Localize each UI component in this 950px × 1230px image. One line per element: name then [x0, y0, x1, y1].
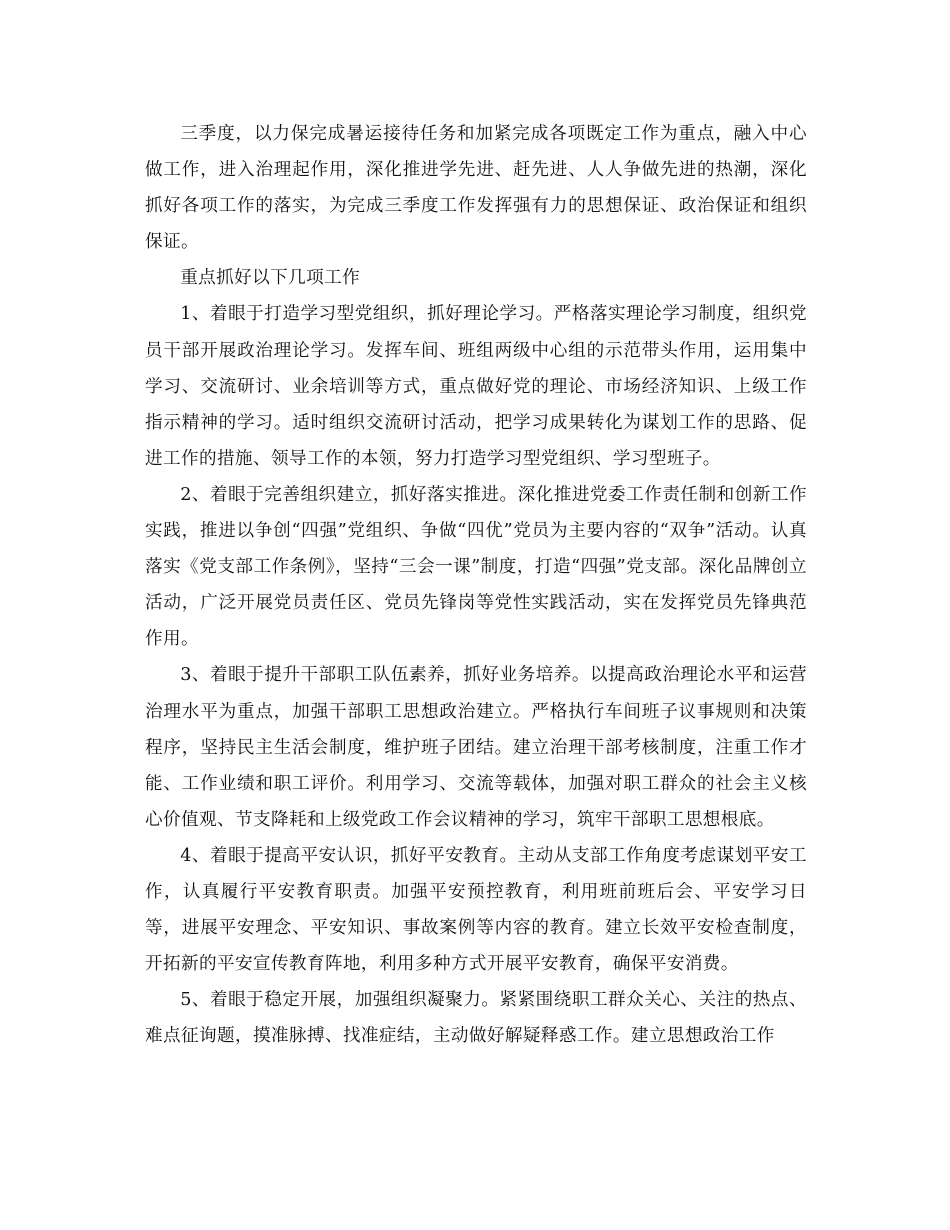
paragraph-item-4-safety: 4、着眼于提高平安认识，抓好平安教育。主动从支部工作角度考虑谋划平安工作，认真履行平安教育职责。加强平安预控教育，利用班前班后会、平安学习日等，进展平安理念、平安知识、事故案例等内容的教育。建立长效平安检查制度，开拓新的平安宣传教育阵地，利用多种方式开展平安教育，确保平安消费。: [145, 845, 807, 975]
document-body: [145, 116, 807, 1054]
paragraph-item-3-staff-quality: 3、着眼于提升干部职工队伍素养，抓好业务培养。以提高政治理论水平和运营治理水平为重点，加强干部职工思想政治建立。严格执行车间班子议事规则和决策程序，坚持民主生活会制度，维护班子团结。建立治理干部考核制度，注重工作才能、工作业绩和职工评价。利用学习、交流等载体，加强对职工群众的社会主义核心价值观、节支降耗和上级党政工作会议精神的学习，筑牢干部职工思想根底。: [145, 665, 807, 830]
paragraph-q3-focus: 三季度，以力保完成暑运接待任务和加紧完成各项既定工作为重点，融入中心做工作，进入治理起作用，深化推进学先进、赶先进、人人争做先进的热潮，深化抓好各项工作的落实，为完成三季度工作发挥强有力的思想保证、政治保证和组织保证。: [145, 124, 807, 253]
paragraph-item-5-cohesion: 5、着眼于稳定开展，加强组织凝聚力。紧紧围绕职工群众关心、关注的热点、难点征询题，摸准脉搏、找准症结，主动做好解疑释惑工作。建立思想政治工作: [145, 990, 807, 1047]
paragraph-item-1-theory-study: 1、着眼于打造学习型党组织，抓好理论学习。严格落实理论学习制度，组织党员干部开展政治理论学习。发挥车间、班组两级中心组的示范带头作用，运用集中学习、交流研讨、业余培训等方式，重点做好党的理论、市场经济知识、上级工作指示精神的学习。适时组织交流研讨活动，把学习成果转化为谋划工作的思路、促进工作的措施、领导工作的本领，努力打造学习型党组织、学习型班子。: [145, 304, 807, 469]
paragraph-item-2-organization: 2、着眼于完善组织建立，抓好落实推进。深化推进党委工作责任制和创新工作实践，推进以争创“四强”党组织、争做“四优”党员为主要内容的“双争”活动。认真落实《党支部工作条例》，坚持“三会一课”制度，打造“四强”党支部。深化品牌创立活动，广泛开展党员责任区、党员先锋岗等党性实践活动，实在发挥党员先锋典范作用。: [145, 484, 807, 650]
paragraph-key-tasks-heading: 重点抓好以下几项工作: [180, 268, 361, 289]
